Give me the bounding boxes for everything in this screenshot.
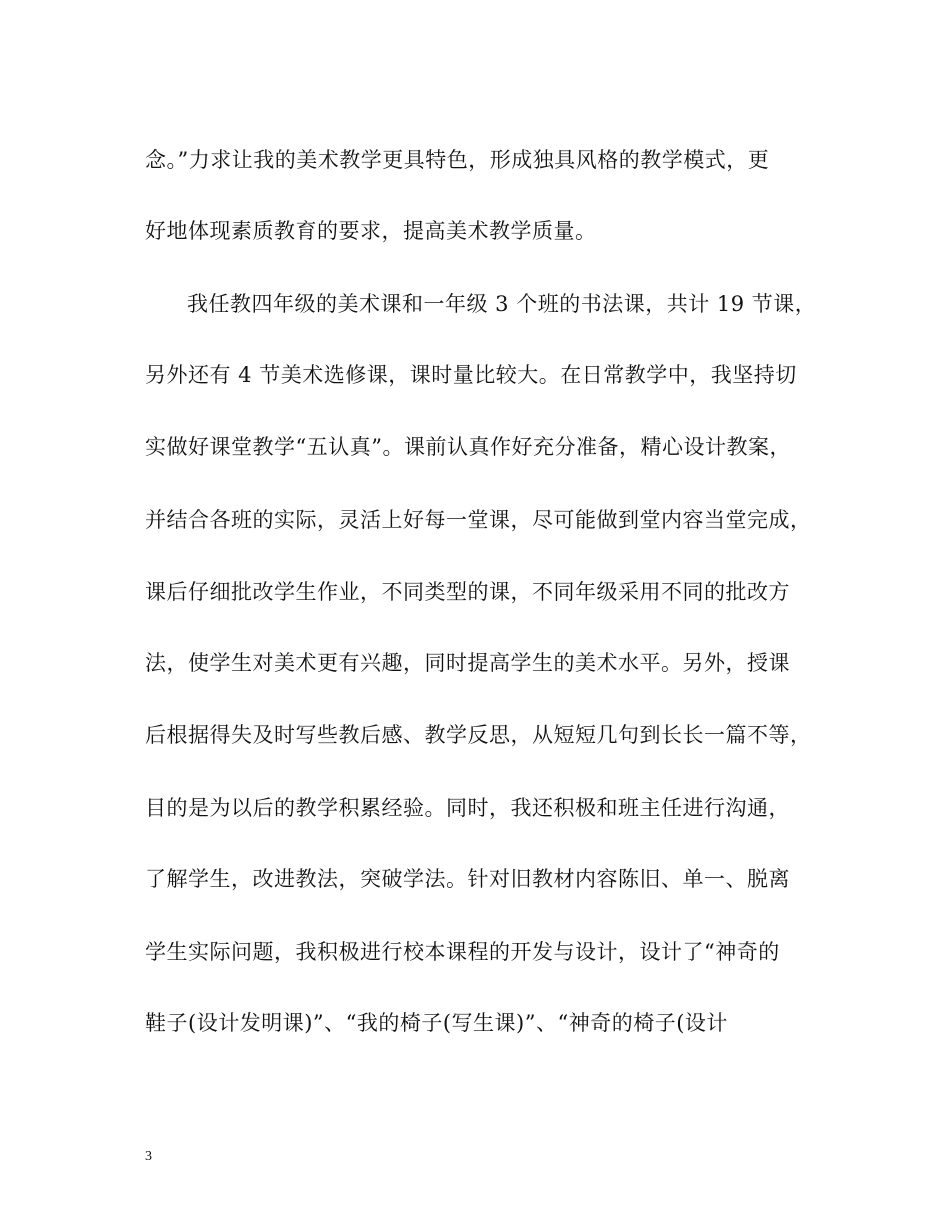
text-line: 念。”力求让我的美术教学更具特色，形成独具风格的教学模式，更: [145, 148, 770, 172]
text-line: 目的是为以后的教学积累经验。同时，我还积极和班主任进行沟通，: [145, 796, 790, 820]
text-line: 鞋子(设计发明课)”、“我的椅子(写生课)”、“神奇的椅子(设计: [145, 1011, 728, 1035]
text-line: 好地体现素质教育的要求，提高美术教学质量。: [145, 219, 597, 243]
page-number: 3: [145, 1149, 152, 1164]
text-line: 后根据得失及时写些教后感、教学反思，从短短几句到长长一篇不等，: [145, 723, 812, 747]
text-line: 并结合各班的实际，灵活上好每一堂课，尽可能做到堂内容当堂完成，: [145, 508, 812, 532]
text-line: 另外还有 4 节美术选修课，课时量比较大。在日常教学中，我坚持切: [145, 363, 797, 387]
text-line: 了解学生，改进教法，突破学法。针对旧教材内容陈旧、单一、脱离: [145, 867, 790, 891]
text-line: 课后仔细批改学生作业，不同类型的课，不同年级采用不同的批改方: [145, 580, 790, 604]
text-line: 实做好课堂教学“五认真”。课前认真作好充分准备，精心设计教案，: [145, 435, 791, 459]
paragraph-first-line: 我任教四年级的美术课和一年级 3 个班的书法课，共计 19 节课，: [187, 292, 817, 316]
text-line: 法，使学生对美术更有兴趣，同时提高学生的美术水平。另外，授课: [145, 651, 790, 675]
text-line: 学生实际问题，我积极进行校本课程的开发与设计，设计了“神奇的: [145, 940, 780, 964]
